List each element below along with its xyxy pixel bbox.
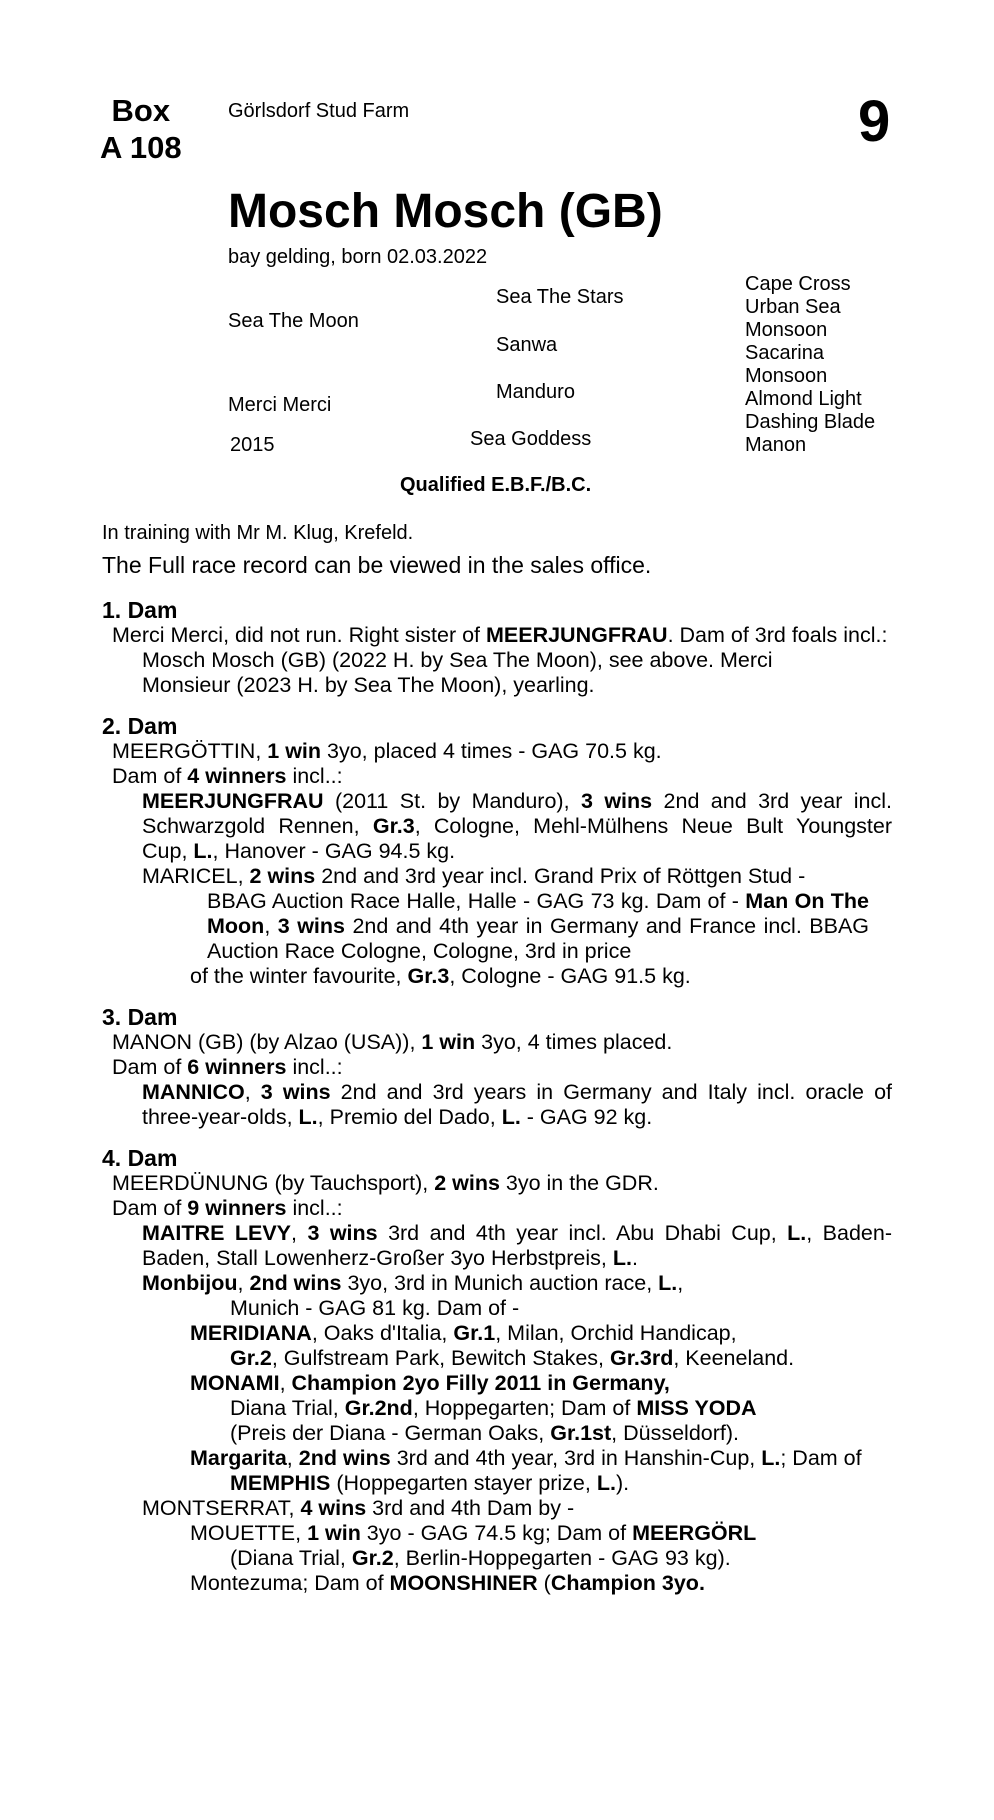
pedigree-gen3-entry: Monsoon <box>745 319 828 341</box>
dam3-produce-line: Dam of 6 winners incl..: <box>112 1055 343 1079</box>
pedigree-dam-year: 2015 <box>230 434 275 456</box>
stud-farm: Görlsdorf Stud Farm <box>228 100 410 122</box>
dam1-foals: Mosch Mosch (GB) (2022 H. by Sea The Moon), see above. Merci Monsieur (2023 H. by Sea The Moon), yearling. <box>142 648 773 697</box>
dam2-record: MEERGÖTTIN, 1 win 3yo, placed 4 times - GAG 70.5 kg. <box>112 739 662 763</box>
qualification-note: Qualified E.B.F./B.C. <box>400 474 592 496</box>
dam1-heading: 1. Dam <box>102 597 178 623</box>
dam2-entry-maricel: MARICEL, 2 wins 2nd and 3rd year incl. Grand Prix of Röttgen Stud - <box>142 864 806 888</box>
pedigree-gen3-entry: Urban Sea <box>745 296 841 318</box>
dam3-record: MANON (GB) (by Alzao (USA)), 1 win 3yo, 4 times placed. <box>112 1030 673 1054</box>
dam2-entry-maricel-end: of the winter favourite, Gr.3, Cologne - GAG 91.5 kg. <box>190 964 691 988</box>
dam4-entry-monbijou-detail: Munich - GAG 81 kg. Dam of - <box>230 1296 520 1320</box>
race-record-note: The Full race record can be viewed in the sales office. <box>102 552 652 578</box>
dam3-entry-mannico: MANNICO, 3 wins 2nd and 3rd years in Germany and Italy incl. oracle of three-year-olds, L., Premio del Dado, L. - GAG 92 kg. <box>142 1080 893 1129</box>
dam2-entry-maricel-detail: BBAG Auction Race Halle, Halle - GAG 73 kg. Dam of - Man On The Moon, 3 wins 2nd and 4th year in Germany and France incl. BBAG Auction Race Cologne, Cologne, 3rd in price <box>207 889 870 963</box>
dam4-entry-monami-miss-yoda: (Preis der Diana - German Oaks, Gr.1st, Düsseldorf). <box>230 1421 740 1445</box>
dam4-entry-memphis: MEMPHIS (Hoppegarten stayer prize, L.). <box>230 1471 630 1495</box>
horse-description: bay gelding, born 02.03.2022 <box>228 246 488 268</box>
dam4-produce-line: Dam of 9 winners incl..: <box>112 1196 343 1220</box>
dam4-entry-meridiana: MERIDIANA, Oaks d'Italia, Gr.1, Milan, Orchid Handicap, <box>190 1321 737 1345</box>
dam4-entry-meergorl-detail: (Diana Trial, Gr.2, Berlin-Hoppegarten - GAG 93 kg). <box>230 1546 731 1570</box>
box-label-text: Box <box>111 93 171 128</box>
pedigree-dam: Merci Merci <box>228 394 332 416</box>
pedigree-sire-dam: Sanwa <box>496 334 558 356</box>
dam1-summary: Merci Merci, did not run. Right sister of MEERJUNGFRAU. Dam of 3rd foals incl.: <box>112 623 888 647</box>
catalogue-body <box>102 584 910 1596</box>
pedigree-dam-dam: Sea Goddess <box>470 428 592 450</box>
dam4-entry-mouette: MOUETTE, 1 win 3yo - GAG 74.5 kg; Dam of MEERGÖRL <box>190 1521 757 1545</box>
dam4-entry-maitre-levy: MAITRE LEVY, 3 wins 3rd and 4th year incl. Abu Dhabi Cup, L., Baden- Baden, Stall Lowenherz-Großer 3yo Herbstpreis, L.. <box>142 1221 893 1270</box>
pedigree-gen3-entry: Sacarina <box>745 342 824 364</box>
dam4-entry-montserrat: MONTSERRAT, 4 wins 3rd and 4th Dam by - <box>142 1496 575 1520</box>
pedigree-gen3-entry: Cape Cross <box>745 273 851 295</box>
dam2-produce-line: Dam of 4 winners incl..: <box>112 764 343 788</box>
pedigree-sire: Sea The Moon <box>228 310 359 332</box>
pedigree-dam-sire: Manduro <box>496 381 575 403</box>
dam4-entry-monbijou: Monbijou, 2nd wins 3yo, 3rd in Munich auction race, L., <box>142 1271 684 1295</box>
pedigree-third-generation <box>745 273 875 457</box>
pedigree-gen3-entry: Monsoon <box>745 365 828 387</box>
dam3-heading: 3. Dam <box>102 1004 178 1030</box>
dam2-entry-meerjungfrau: MEERJUNGFRAU (2011 St. by Manduro), 3 wins 2nd and 3rd year incl. Schwarzgold Rennen, Gr.3, Cologne, Mehl-Mülhens Neue Bult Youngster Cup, L., Hanover - GAG 94.5 kg. <box>142 789 893 863</box>
pedigree-gen3-entry: Almond Light <box>745 388 862 410</box>
lot-number: 9 <box>858 89 891 154</box>
training-note: In training with Mr M. Klug, Krefeld. <box>102 522 414 544</box>
dam2-heading: 2. Dam <box>102 713 178 739</box>
dam4-entry-margarita: Margarita, 2nd wins 3rd and 4th year, 3rd in Hanshin-Cup, L.; Dam of <box>190 1446 862 1470</box>
dam4-entry-montezuma: Montezuma; Dam of MOONSHINER (Champion 3yo. <box>190 1571 705 1595</box>
dam4-heading: 4. Dam <box>102 1145 178 1171</box>
dam4-entry-meridiana-detail: Gr.2, Gulfstream Park, Bewitch Stakes, Gr.3rd, Keeneland. <box>230 1346 795 1370</box>
pedigree-gen3-entry: Dashing Blade <box>745 411 876 433</box>
dam4-entry-monami: MONAMI, Champion 2yo Filly 2011 in Germany, <box>190 1371 670 1395</box>
dam4-entry-monami-detail: Diana Trial, Gr.2nd, Hoppegarten; Dam of MISS YODA <box>230 1396 757 1420</box>
pedigree-gen3-entry: Manon <box>745 434 807 456</box>
box-number: A 108 <box>100 130 182 165</box>
horse-name: Mosch Mosch (GB) <box>228 185 663 238</box>
dam4-record: MEERDÜNUNG (by Tauchsport), 2 wins 3yo in the GDR. <box>112 1171 659 1195</box>
pedigree-sire-sire: Sea The Stars <box>496 286 624 308</box>
box-label <box>100 92 182 166</box>
